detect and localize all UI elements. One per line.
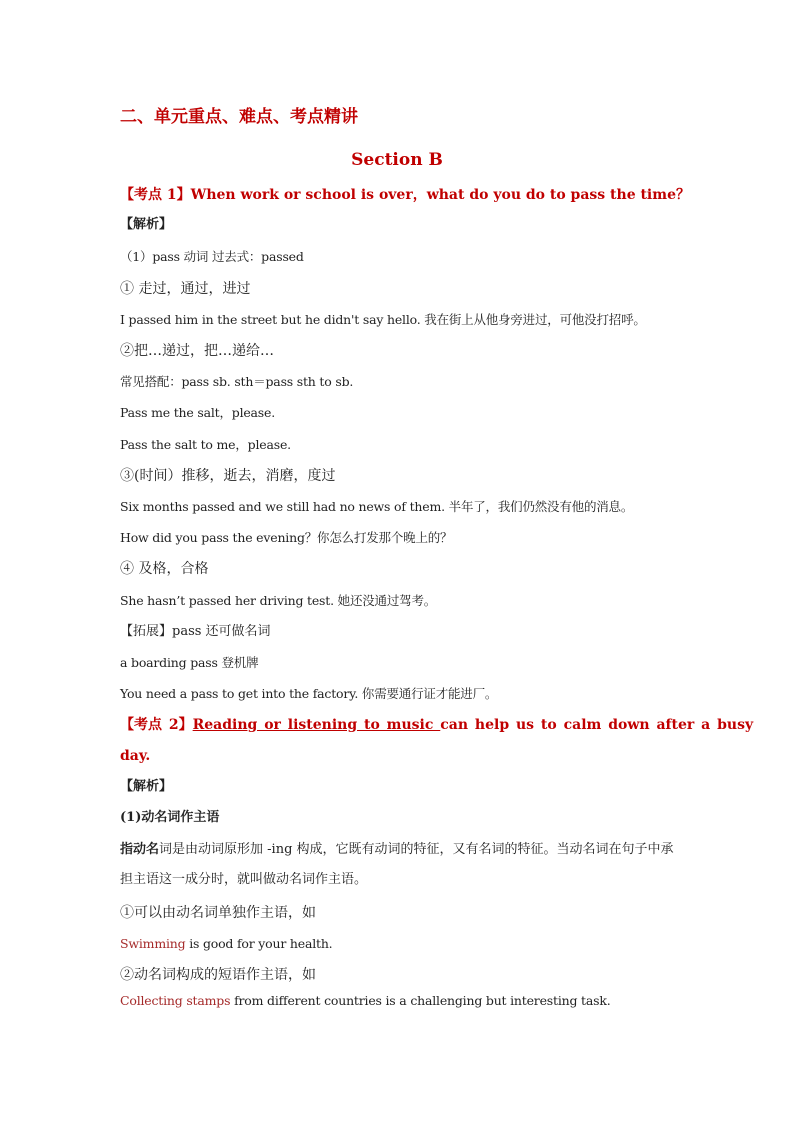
example-9 (120, 935, 332, 953)
example-3: Pass the salt to me，please. (120, 437, 291, 452)
gerund-definition (120, 835, 680, 895)
key-point-1-label: 【考点 1】 (120, 187, 191, 203)
definition-bold: 指动名 (120, 842, 160, 857)
key-point-2-continued: day. (120, 748, 151, 764)
key-point-1-sentence: When work or school is over，what do you do to pass the time？ (190, 187, 690, 203)
collocation-line: 常见搭配：pass sb. sth＝pass sth to sb. (120, 374, 354, 389)
key-point-2 (120, 716, 753, 734)
key-point-2-label: 【考点 2】 (120, 717, 193, 733)
example-7: a boarding pass 登机牌 (120, 655, 259, 670)
case-2: ②动名词构成的短语作主语，如 (120, 967, 316, 983)
meaning-4: ④ 及格，合格 (120, 561, 209, 577)
example-9-highlight: Swimming (120, 936, 186, 951)
example-10-rest: from different countries is a challenging but interesting task. (230, 993, 611, 1008)
pass-verb-line: （1）pass 动词 过去式：passed (120, 249, 304, 264)
example-2: Pass me the salt，please. (120, 405, 275, 420)
grammar-heading: (1)动名词作主语 (120, 810, 220, 825)
unit-heading: 二、单元重点、难点、考点精讲 (120, 107, 358, 127)
meaning-3: ③(时间）推移，逝去，消磨，度过 (120, 468, 336, 484)
meaning-2: ②把…递过，把…递给… (120, 343, 274, 359)
analysis-label: 【解析】 (120, 217, 173, 232)
example-1: I passed him in the street but he didn't say hello. 我在街上从他身旁进过，可他没打招呼。 (120, 312, 646, 327)
example-9-rest: is good for your health. (185, 936, 333, 951)
example-4: Six months passed and we still had no news of them. 半年了，我们仍然没有他的消息。 (120, 499, 634, 514)
meaning-1: ① 走过，通过，进过 (120, 281, 251, 297)
example-6: She hasn’t passed her driving test. 她还没通过驾考。 (120, 593, 437, 608)
example-8: You need a pass to get into the factory. 你需要通行证才能进厂。 (120, 686, 498, 701)
example-5: How did you pass the evening？你怎么打发那个晚上的？ (120, 530, 453, 545)
key-point-2-rest: can help us to calm down after a busy (440, 717, 754, 733)
key-point-2-subject: Reading or listening to music (192, 717, 441, 733)
analysis-label-2: 【解析】 (120, 779, 173, 794)
key-point-1 (120, 186, 690, 204)
example-10-highlight: Collecting stamps (120, 993, 231, 1008)
definition-text: 词是由动词原形加 -ing 构成，它既有动词的特征，又有名词的特征。当动名词在句子中承担主语这一成分时，就叫做动名词作主语。 (120, 842, 674, 887)
example-10 (120, 992, 610, 1010)
extension-line: 【拓展】pass 还可做名词 (120, 624, 271, 639)
case-1: ①可以由动名词单独作主语，如 (120, 905, 316, 921)
section-title: Section B (351, 150, 443, 170)
